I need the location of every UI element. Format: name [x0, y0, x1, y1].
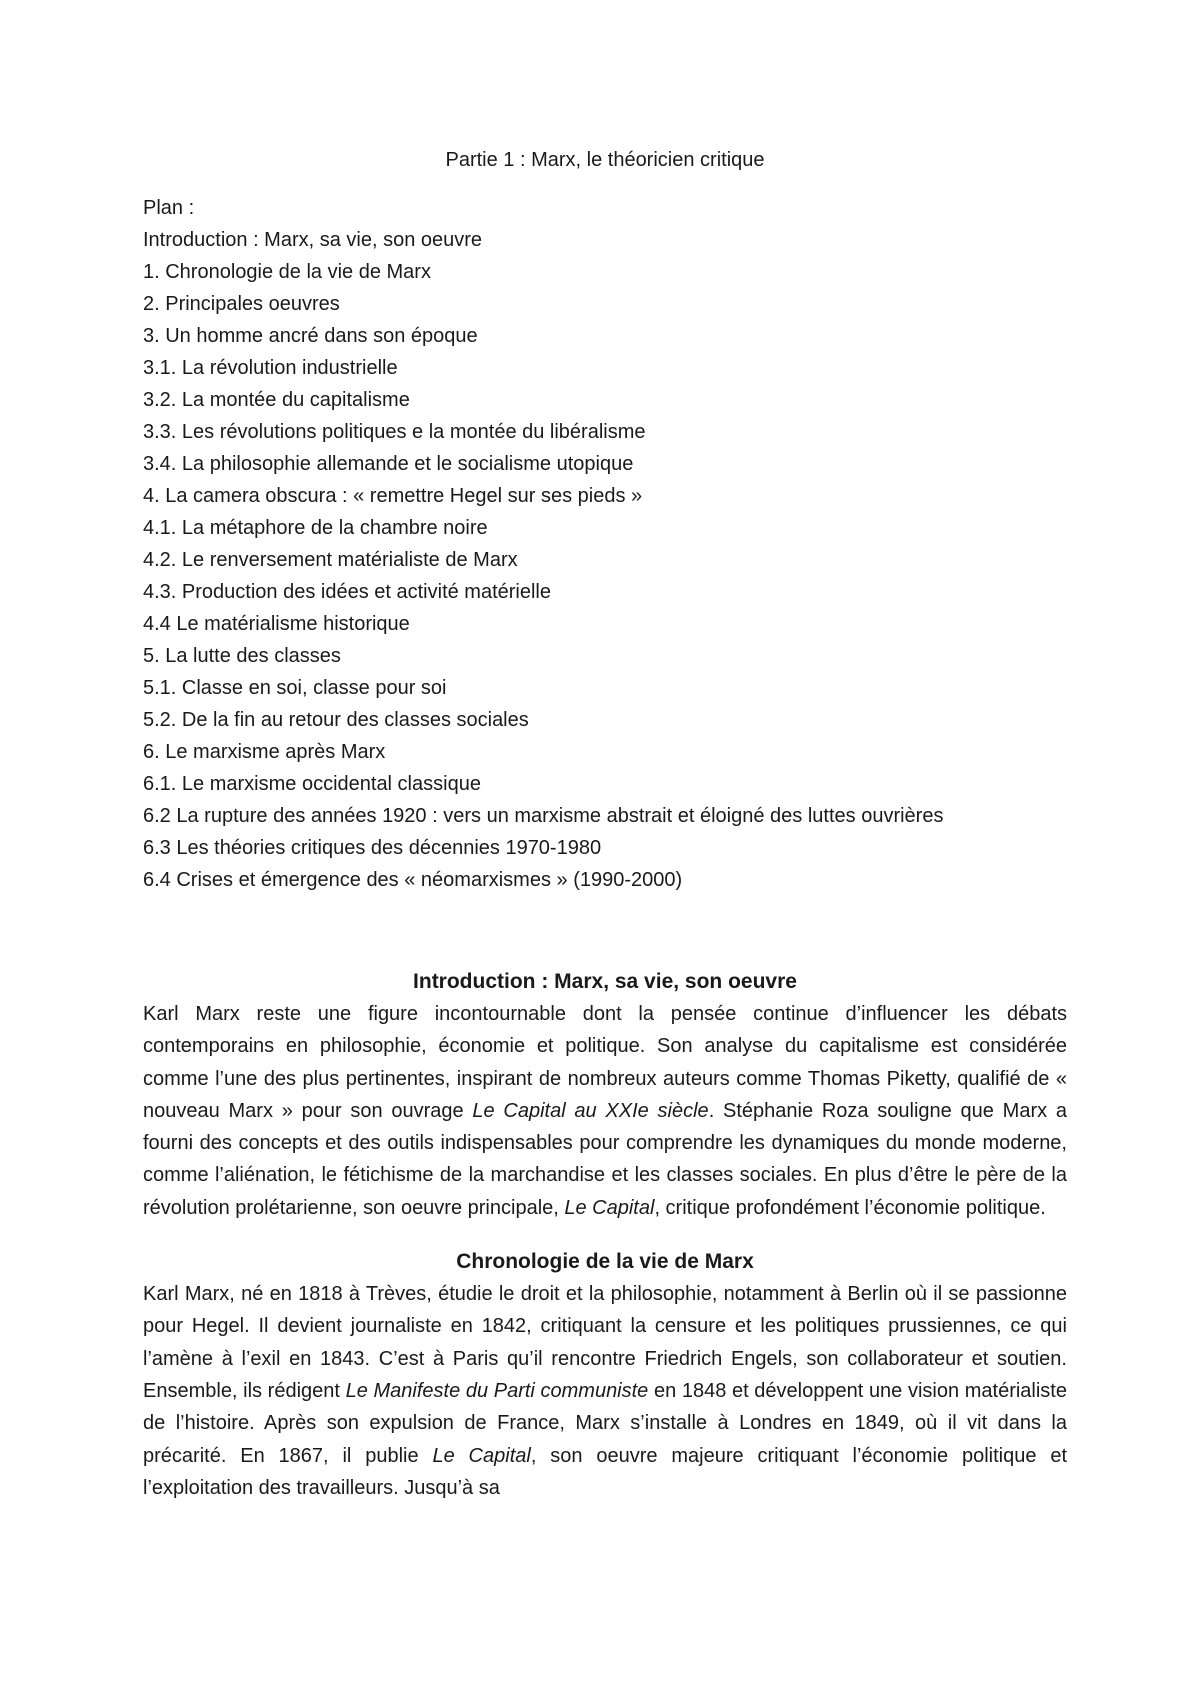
plan-item: 6.2 La rupture des années 1920 : vers un marxisme abstrait et éloigné des luttes ouvrières	[143, 805, 944, 827]
intro-paragraph	[143, 998, 1067, 1224]
plan-item: 5. La lutte des classes	[143, 645, 341, 667]
plan-item: 4.4 Le matérialisme historique	[143, 613, 410, 635]
plan-item: 4. La camera obscura : « remettre Hegel sur ses pieds »	[143, 485, 643, 507]
plan-list	[143, 192, 1067, 896]
plan-item: 3.3. Les révolutions politiques e la montée du libéralisme	[143, 421, 646, 443]
intro-book-title-capital: Le Capital	[564, 1196, 655, 1219]
plan-item: 3.4. La philosophie allemande et le socialisme utopique	[143, 453, 634, 475]
plan-item: 5.2. De la fin au retour des classes sociales	[143, 709, 529, 731]
plan-item: 6.4 Crises et émergence des « néomarxismes » (1990-2000)	[143, 869, 683, 891]
plan-item: 4.1. La métaphore de la chambre noire	[143, 517, 488, 539]
chronology-text-2: en 1848 et développent une vision matérialiste de l’histoire. Après son expulsion de France, Marx s’installe à Londres en 1849, où il vit dans la précarité. En 1867, il publie	[143, 1379, 1067, 1467]
chronology-text-1: Karl Marx, né en 1818 à Trèves, étudie le droit et la philosophie, notamment à Berlin où il se passionne pour Hegel. Il devient journaliste en 1842, critiquant la censure et les politiques prussiennes, ce qui l’amène à l’exil en 1843. C’est à Paris qu’il rencontre Friedrich Engels, son collaborateur et soutien. Ensemble, ils rédigent	[143, 1283, 1067, 1402]
plan-item: 4.2. Le renversement matérialiste de Marx	[143, 549, 518, 571]
document-page	[143, 144, 1067, 1504]
document-title: Partie 1 : Marx, le théoricien critique	[445, 149, 765, 171]
plan-item: 6.3 Les théories critiques des décennies 1970-1980	[143, 837, 602, 859]
plan-item: Introduction : Marx, sa vie, son oeuvre	[143, 229, 483, 251]
intro-text-3: , critique profondément l’économie politique.	[654, 1196, 1046, 1219]
chronology-book-title-manifeste: Le Manifeste du Parti communiste	[345, 1379, 649, 1402]
plan-item: 4.3. Production des idées et activité matérielle	[143, 581, 551, 603]
intro-text-2: . Stéphanie Roza souligne que Marx a fourni des concepts et des outils indispensables pour comprendre les dynamiques du monde moderne, comme l’aliénation, le fétichisme de la marchandise et les classes sociales. En plus d’être le père de la révolution prolétarienne, son oeuvre principale,	[143, 1099, 1067, 1219]
plan-item: 6.1. Le marxisme occidental classique	[143, 773, 481, 795]
plan-heading: Plan :	[143, 197, 195, 219]
chronology-heading: Chronologie de la vie de Marx	[456, 1250, 754, 1274]
intro-heading: Introduction : Marx, sa vie, son oeuvre	[413, 970, 797, 993]
plan-item: 3.1. La révolution industrielle	[143, 357, 398, 379]
plan-item: 2. Principales oeuvres	[143, 293, 340, 315]
intro-book-title-capital-xxi: Le Capital au XXIe siècle	[472, 1099, 709, 1122]
chronology-book-title-capital: Le Capital	[432, 1444, 531, 1467]
plan-item: 5.1. Classe en soi, classe pour soi	[143, 677, 447, 699]
chronology-text-3: , son oeuvre majeure critiquant l’économie politique et l’exploitation des travailleurs. Jusqu’à sa	[143, 1444, 1068, 1499]
plan-item: 3. Un homme ancré dans son époque	[143, 325, 478, 347]
plan-item: 3.2. La montée du capitalisme	[143, 389, 410, 411]
intro-text-1: Karl Marx reste une figure incontournable dont la pensée continue d’influencer les débats contemporains en philosophie, économie et politique. Son analyse du capitalisme est considérée comme l’une des plus pertinentes, inspirant de nombreux auteurs comme Thomas Piketty, qualifié de « nouveau Marx » pour son ouvrage	[143, 1003, 1067, 1122]
plan-item: 1. Chronologie de la vie de Marx	[143, 261, 431, 283]
plan-item: 6. Le marxisme après Marx	[143, 741, 386, 763]
chronology-paragraph	[143, 1278, 1067, 1504]
